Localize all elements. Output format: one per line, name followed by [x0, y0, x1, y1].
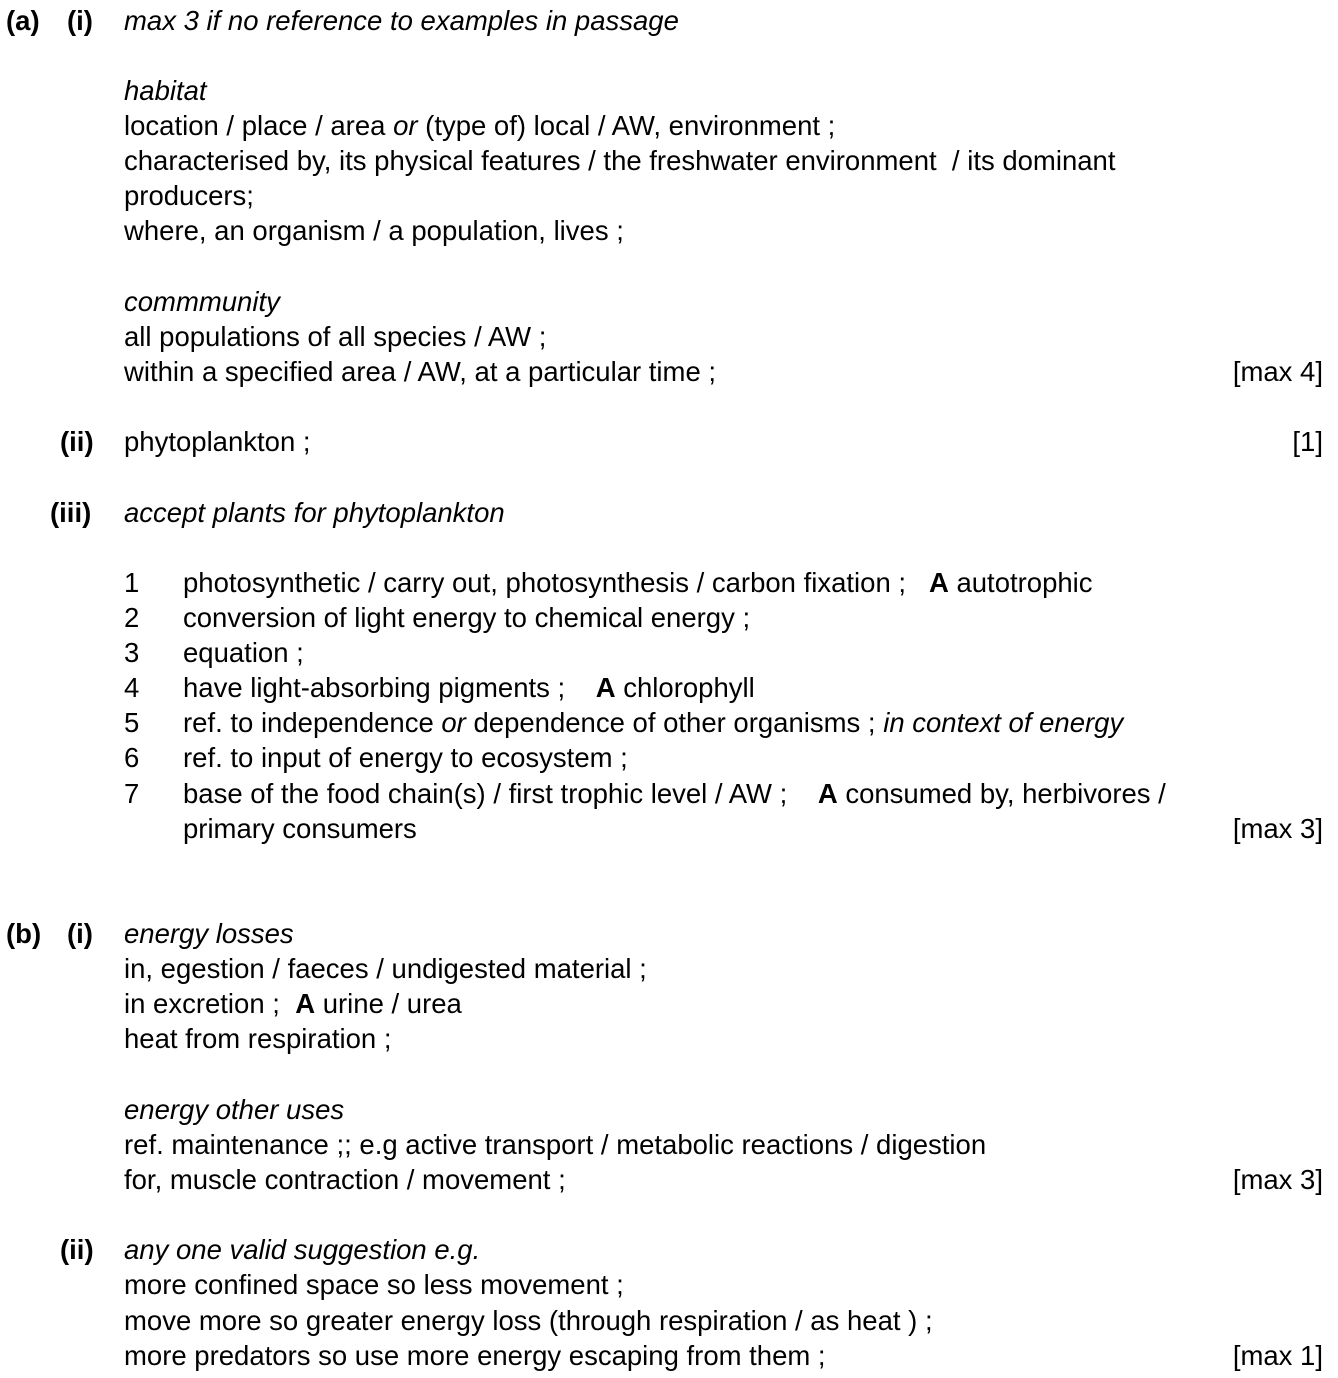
community-line-1: all populations of all species / AW ;	[124, 321, 547, 352]
uses-heading: energy other uses	[124, 1094, 345, 1125]
part-b-i-label: (i)	[67, 918, 93, 949]
habitat-line-4: where, an organism / a population, lives ;	[124, 215, 624, 246]
part-b-ii-note: any one valid suggestion e.g.	[124, 1234, 481, 1265]
list-item: conversion of light energy to chemical energy ;	[183, 602, 751, 633]
part-b-ii-line-3: more predators so use more energy escaping from them ;	[124, 1340, 826, 1371]
item-number: 6	[124, 742, 140, 773]
list-item-continuation: primary consumers	[183, 813, 417, 844]
list-item: ref. to input of energy to ecosystem ;	[183, 742, 628, 773]
habitat-line-3: producers;	[124, 180, 254, 211]
part-a-iii-mark: [max 3]	[1232, 813, 1323, 844]
part-b-i-mark: [max 3]	[1232, 1164, 1323, 1195]
losses-line-3: heat from respiration ;	[124, 1023, 392, 1054]
part-b-ii-mark: [max 1]	[1232, 1340, 1323, 1371]
part-b-ii-line-1: more confined space so less movement ;	[124, 1269, 624, 1300]
habitat-heading: habitat	[124, 75, 207, 106]
list-item: base of the food chain(s) / first trophic level / AW ; A consumed by, herbivores /	[183, 778, 1166, 809]
community-heading: commmunity	[124, 286, 280, 317]
part-b-ii-line-2: move more so greater energy loss (through respiration / as heat ) ;	[124, 1305, 933, 1336]
losses-line-1: in, egestion / faeces / undigested material ;	[124, 953, 647, 984]
list-item: ref. to independence or dependence of other organisms ; in context of energy	[183, 707, 1124, 738]
part-b-label: (b)	[6, 918, 42, 949]
list-item: equation ;	[183, 637, 304, 668]
part-a-ii-answer: phytoplankton ;	[124, 426, 311, 457]
losses-line-2: in excretion ; A urine / urea	[124, 988, 462, 1019]
item-number: 2	[124, 602, 140, 633]
part-a-iii-label: (iii)	[50, 497, 92, 528]
part-a-ii-label: (ii)	[60, 426, 94, 457]
habitat-line-2: characterised by, its physical features / the freshwater environment / its dominant	[124, 145, 1116, 176]
part-a-i-mark: [max 4]	[1232, 356, 1323, 387]
part-a-i-note: max 3 if no reference to examples in passage	[124, 5, 679, 36]
part-a-iii-note: accept plants for phytoplankton	[124, 497, 505, 528]
item-number: 4	[124, 672, 140, 703]
part-a-ii-mark: [1]	[1292, 426, 1323, 457]
losses-heading: energy losses	[124, 918, 294, 949]
list-item: have light-absorbing pigments ; A chlorophyll	[183, 672, 755, 703]
item-number: 5	[124, 707, 140, 738]
uses-line-1: ref. maintenance ;; e.g active transport / metabolic reactions / digestion	[124, 1129, 987, 1160]
uses-line-2: for, muscle contraction / movement ;	[124, 1164, 566, 1195]
list-item: photosynthetic / carry out, photosynthesis / carbon fixation ; A autotrophic	[183, 567, 1093, 598]
part-a-i-label: (i)	[67, 5, 93, 36]
part-a-label: (a)	[6, 5, 40, 36]
item-number: 3	[124, 637, 140, 668]
part-b-ii-label: (ii)	[60, 1234, 94, 1265]
community-line-2: within a specified area / AW, at a particular time ;	[124, 356, 717, 387]
item-number: 7	[124, 778, 140, 809]
habitat-line-1: location / place / area or (type of) local / AW, environment ;	[124, 110, 836, 141]
item-number: 1	[124, 567, 140, 598]
